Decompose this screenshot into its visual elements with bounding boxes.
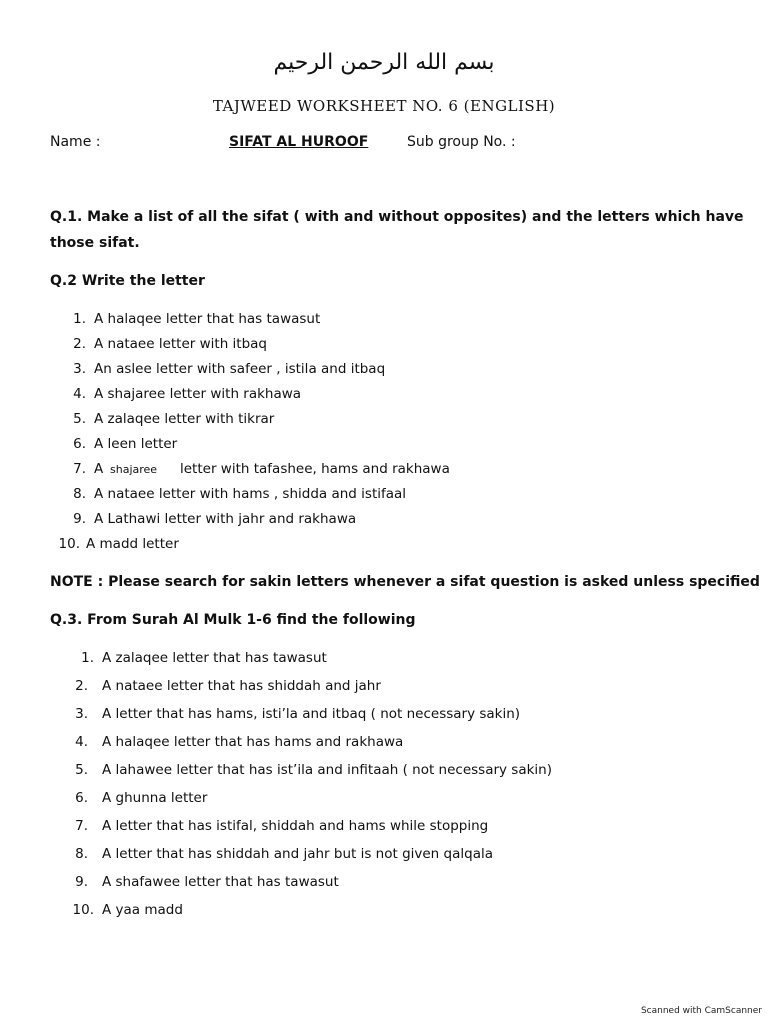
item-number: 4. — [75, 734, 88, 750]
item-number: 1. — [73, 311, 86, 327]
item-number: 2. — [75, 678, 88, 694]
q2-heading: Q.2 Write the letter — [50, 273, 205, 289]
scanner-watermark: Scanned with CamScanner — [640, 1006, 762, 1016]
topic-title: SIFAT AL HUROOF — [229, 134, 369, 150]
item-text: A halaqee letter that has hams and rakhawa — [102, 734, 404, 750]
item-number: 1. — [81, 650, 94, 666]
item-number: 9. — [75, 874, 88, 890]
q1-line-2: those sifat. — [50, 235, 140, 251]
item-text: A nataee letter that has shiddah and jahr — [102, 678, 381, 694]
item-text: A madd letter — [86, 536, 179, 552]
item-text: A shajaree letter with rakhawa — [94, 386, 302, 402]
item-text: A shafawee letter that has tawasut — [102, 874, 339, 890]
item-number: 10. — [72, 902, 94, 918]
item-number: 3. — [73, 361, 86, 377]
item-number: 6. — [75, 790, 88, 806]
item-number: 8. — [75, 846, 88, 862]
item-text: A yaa madd — [102, 902, 183, 918]
item-text: A — [94, 461, 104, 477]
item-number: 4. — [73, 386, 86, 402]
item-text: A nataee letter with itbaq — [94, 336, 268, 352]
item-text: A ghunna letter — [102, 790, 208, 806]
item-number: 7. — [75, 818, 88, 834]
item-number: 5. — [73, 411, 86, 427]
item-text: letter with tafashee, hams and rakhawa — [180, 461, 450, 477]
item-text: A lahawee letter that has ist’ila and infitaah ( not necessary sakin) — [102, 762, 553, 778]
item-text: An aslee letter with safeer , istila and itbaq — [94, 361, 386, 377]
item-text-small: shajaree — [110, 463, 158, 476]
q3-heading: Q.3. From Surah Al Mulk 1-6 find the following — [50, 612, 416, 628]
item-text: A letter that has shiddah and jahr but is not given qalqala — [102, 846, 493, 862]
q1-line-1: Q.1. Make a list of all the sifat ( with and without opposites) and the letters which have — [50, 209, 744, 225]
subgroup-label: Sub group No. : — [407, 134, 516, 150]
item-number: 8. — [73, 486, 86, 502]
item-number: 7. — [73, 461, 86, 477]
item-number: 9. — [73, 511, 86, 527]
item-number: 2. — [73, 336, 86, 352]
note: NOTE : Please search for sakin letters whenever a sifat question is asked unless specified — [50, 574, 760, 590]
name-label: Name : — [50, 134, 101, 150]
item-text: A leen letter — [94, 436, 178, 452]
item-number: 6. — [73, 436, 86, 452]
item-text: A zalaqee letter with tikrar — [94, 411, 275, 427]
item-number: 5. — [75, 762, 88, 778]
worksheet-title: TAJWEED WORKSHEET NO. 6 (ENGLISH) — [212, 97, 556, 115]
item-text: A zalaqee letter that has tawasut — [102, 650, 327, 666]
item-text: A nataee letter with hams , shidda and istifaal — [94, 486, 407, 502]
item-text: A halaqee letter that has tawasut — [94, 311, 321, 327]
bismillah-heading: بسم الله الرحمن الرحيم — [273, 50, 495, 75]
item-number: 10. — [58, 536, 80, 552]
item-number: 3. — [75, 706, 88, 722]
item-text: A letter that has hams, isti’la and itbaq ( not necessary sakin) — [102, 706, 521, 722]
item-text: A Lathawi letter with jahr and rakhawa — [94, 511, 357, 527]
item-text: A letter that has istifal, shiddah and hams while stopping — [102, 818, 489, 834]
